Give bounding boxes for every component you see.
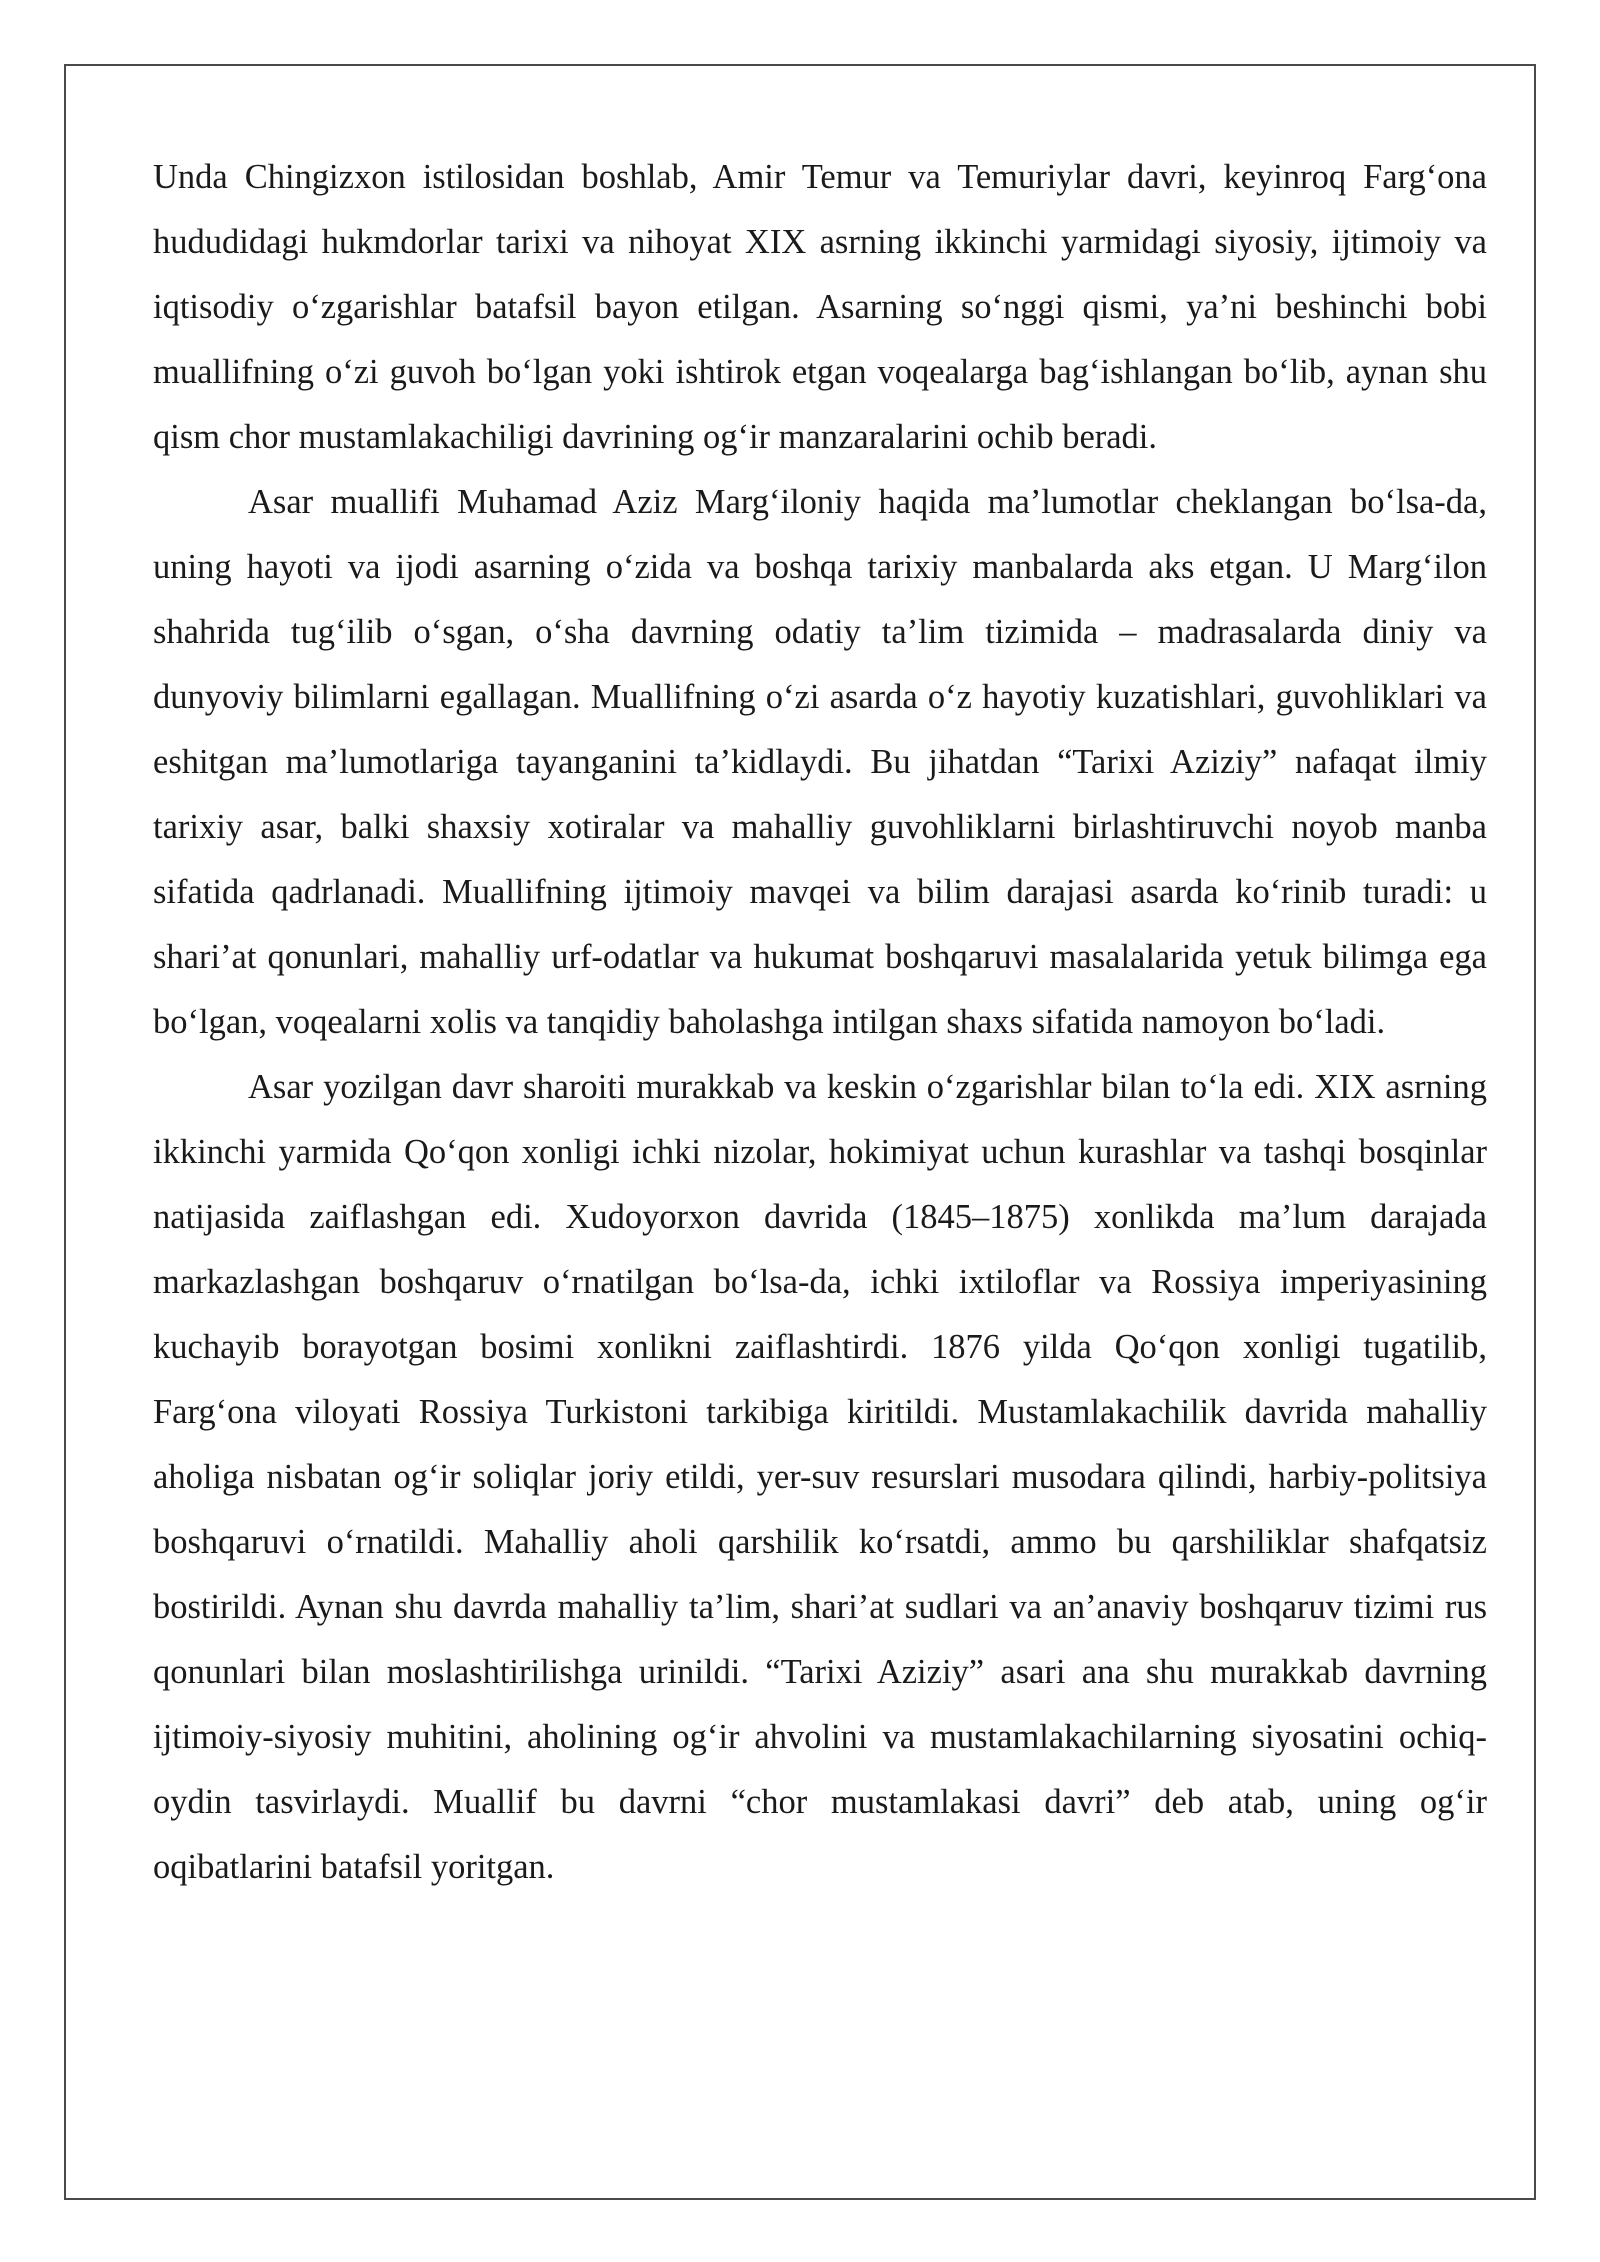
paragraph-2: Asar muallifi Muhamad Aziz Marg‘iloniy haqida ma’lumotlar cheklangan bo‘lsa-da, uning hayoti va ijodi asarning o‘zida va boshqa tarixiy manbalarda aks etgan. U Marg‘ilon shahrida tug‘ilib o‘sgan, o‘sha davrning odatiy ta’lim tizimida – madrasalarda diniy va dunyoviy bilimlarni egallagan. Muallifning o‘zi asarda o‘z hayotiy kuzatishlari, guvohliklari va eshitgan ma’lumotlariga tayanganini ta’kidlaydi. Bu jihatdan “Tarixi Aziziy” nafaqat ilmiy tarixiy asar, balki shaxsiy xotiralar va mahalliy guvohliklarni birlashtiruvchi noyob manba sifatida qadrlanadi. Muallifning ijtimoiy mavqei va bilim darajasi asarda ko‘rinib turadi: u shari’at qonunlari, mahalliy urf-odatlar va hukumat boshqaruvi masalalarida yetuk bilimga ega bo‘lgan, voqealarni xolis va tanqidiy baholashga intilgan shaxs sifatida namoyon bo‘ladi. <box>153 483 1487 1041</box>
document-body <box>153 145 1487 1900</box>
paragraph-1: Unda Chingizxon istilosidan boshlab, Amir Temur va Temuriylar davri, keyinroq Farg‘ona hududidagi hukmdorlar tarixi va nihoyat XIX asrning ikkinchi yarmidagi siyosiy, ijtimoiy va iqtisodiy o‘zgarishlar batafsil bayon etilgan. Asarning so‘nggi qismi, ya’ni beshinchi bobi muallifning o‘zi guvoh bo‘lgan yoki ishtirok etgan voqealarga bag‘ishlangan bo‘lib, aynan shu qism chor mustamlakachiligi davrining og‘ir manzaralarini ochib beradi. <box>153 158 1487 456</box>
paragraph-3: Asar yozilgan davr sharoiti murakkab va keskin o‘zgarishlar bilan to‘la edi. XIX asrning ikkinchi yarmida Qo‘qon xonligi ichki nizolar, hokimiyat uchun kurashlar va tashqi bosqinlar natijasida zaiflashgan edi. Xudoyorxon davrida (1845–1875) xonlikda ma’lum darajada markazlashgan boshqaruv o‘rnatilgan bo‘lsa-da, ichki ixtiloflar va Rossiya imperiyasining kuchayib borayotgan bosimi xonlikni zaiflashtirdi. 1876 yilda Qo‘qon xonligi tugatilib, Farg‘ona viloyati Rossiya Turkistoni tarkibiga kiritildi. Mustamlakachilik davrida mahalliy aholiga nisbatan og‘ir soliqlar joriy etildi, yer-suv resurslari musodara qilindi, harbiy-politsiya boshqaruvi o‘rnatildi. Mahalliy aholi qarshilik ko‘rsatdi, ammo bu qarshiliklar shafqatsiz bostirildi. Aynan shu davrda mahalliy ta’lim, shari’at sudlari va an’anaviy boshqaruv tizimi rus qonunlari bilan moslashtirilishga urinildi. “Tarixi Aziziy” asari ana shu murakkab davrning ijtimoiy-siyosiy muhitini, aholining og‘ir ahvolini va mustamlakachilarning siyosatini ochiq-oydin tasvirlaydi. Muallif bu davrni “chor mustamlakasi davri” deb atab, uning og‘ir oqibatlarini batafsil yoritgan. <box>153 1068 1487 1886</box>
